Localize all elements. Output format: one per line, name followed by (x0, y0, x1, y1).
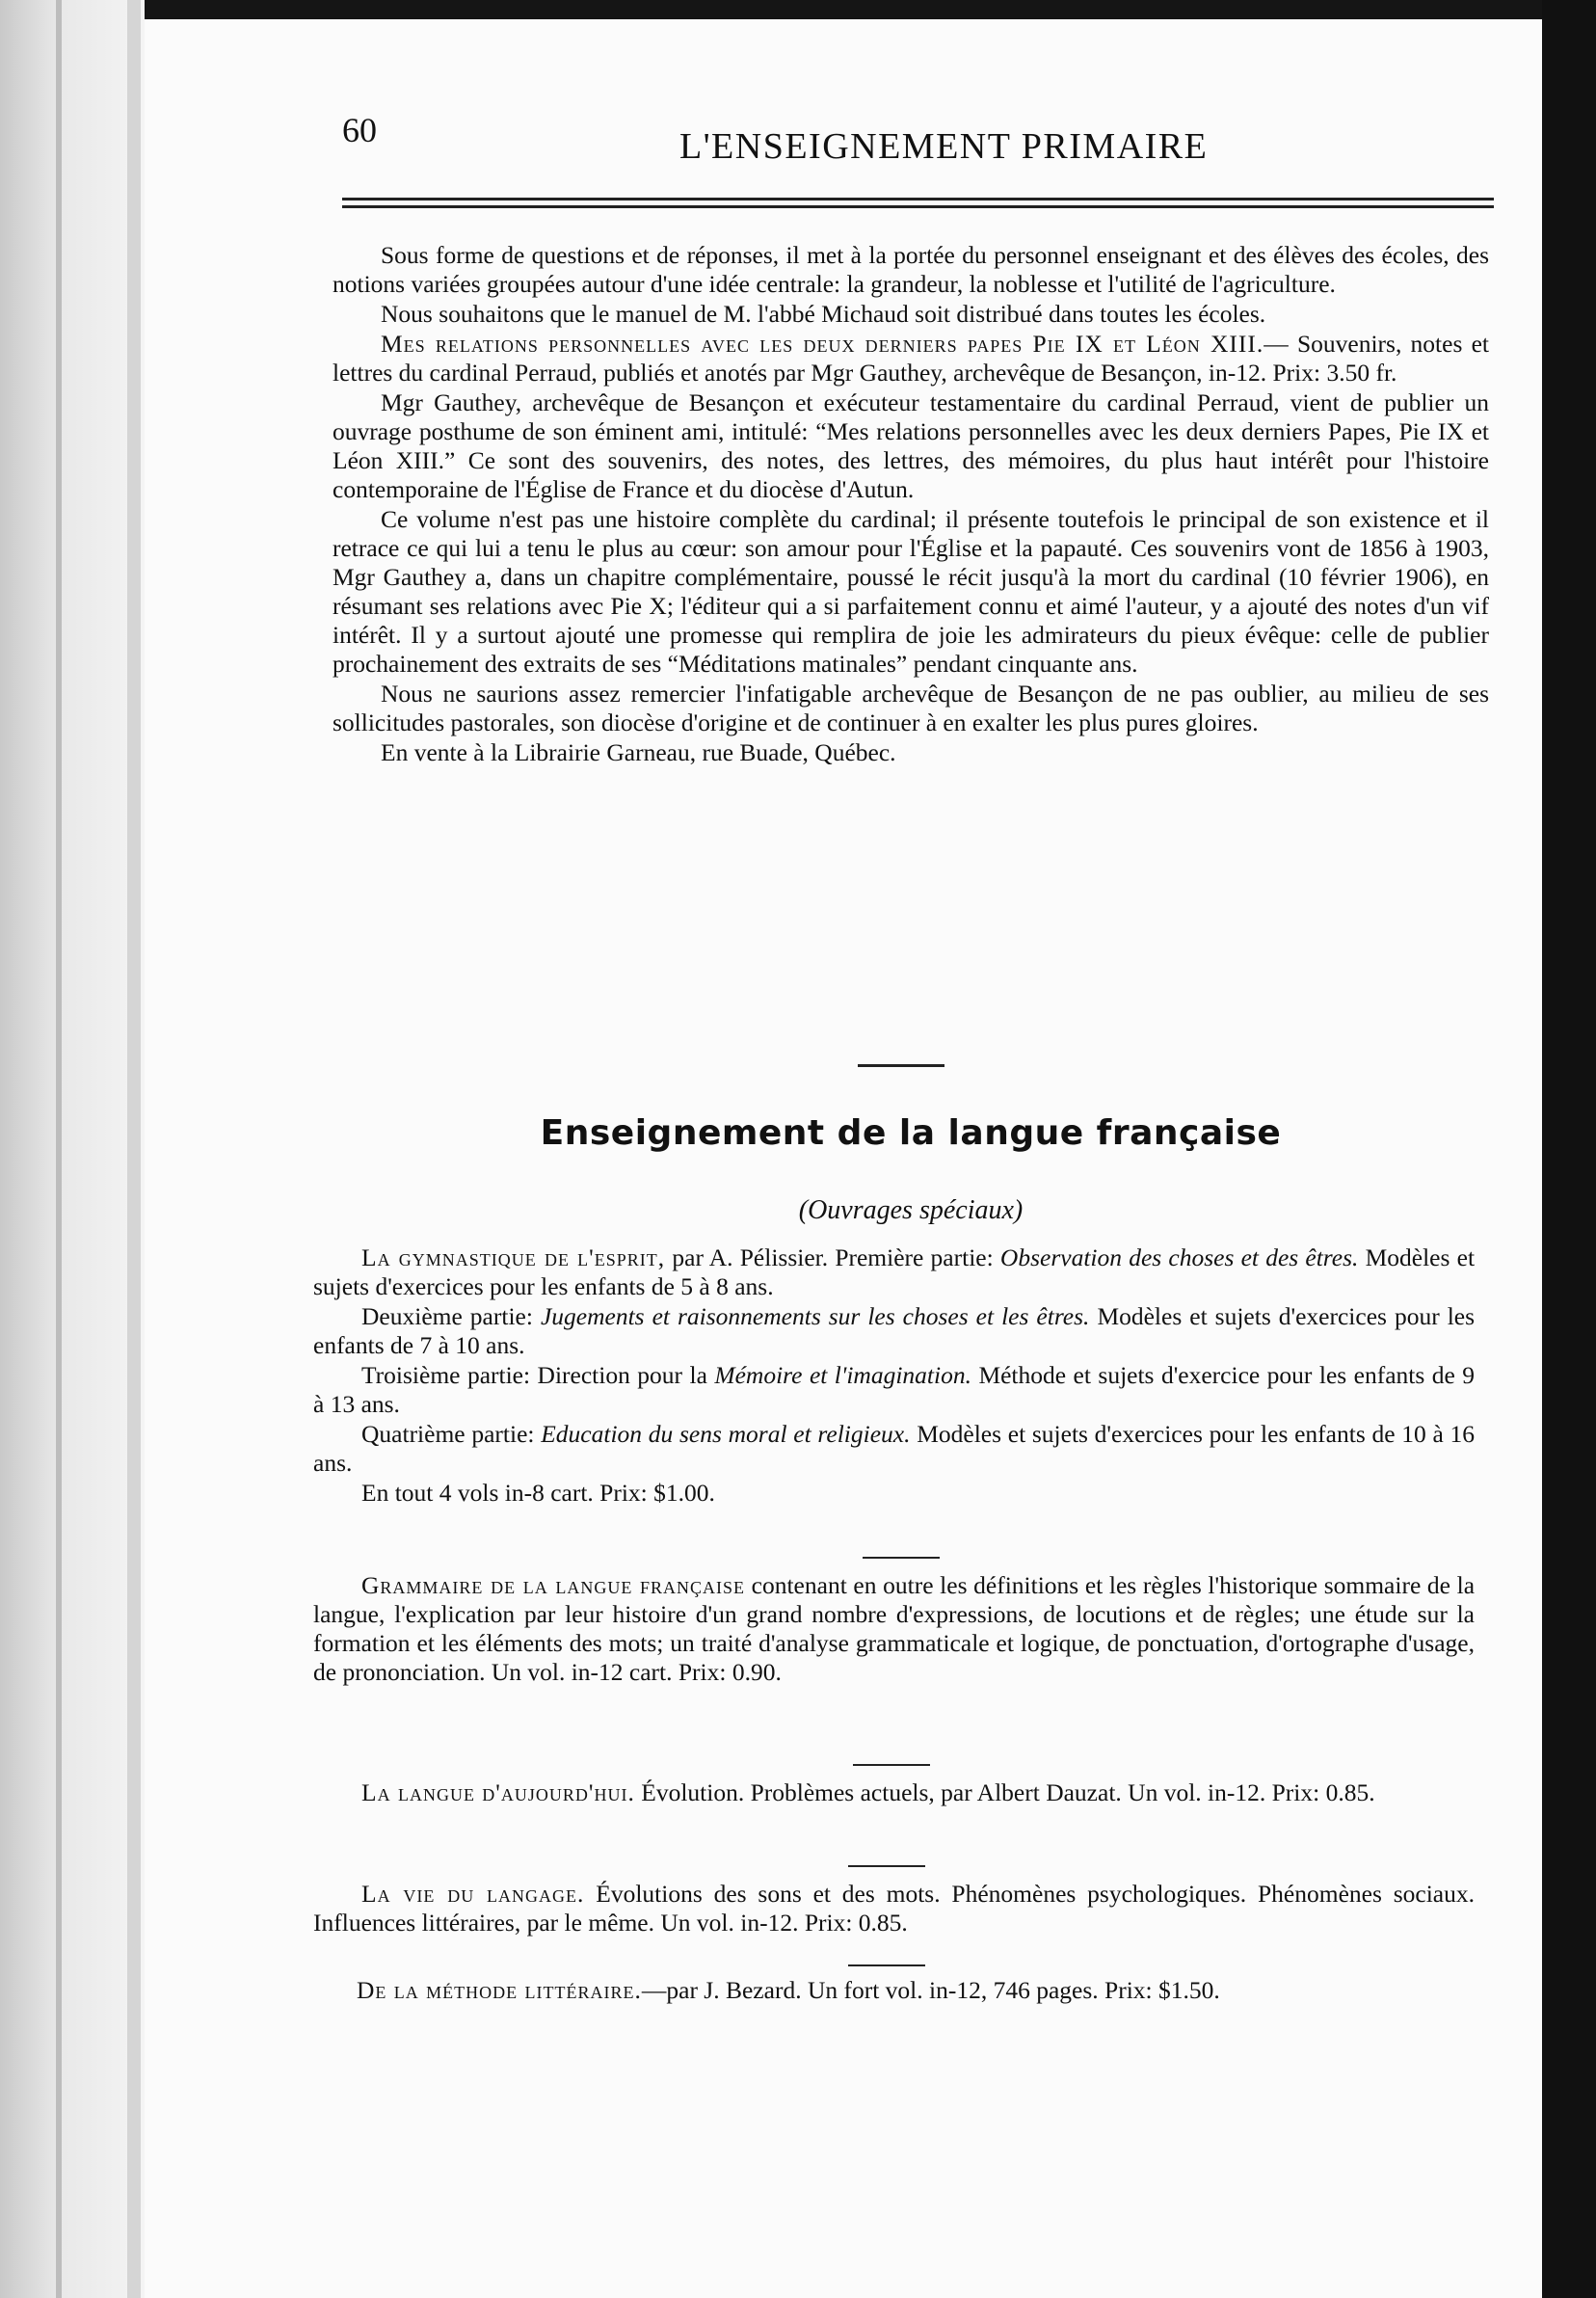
page-edge-stripe (56, 0, 62, 2298)
book-title: Grammaire de la langue française (361, 1571, 745, 1599)
book-title: La vie du langage. (361, 1880, 585, 1908)
paragraph: Nous ne saurions assez remercier l'infatigable archevêque de Besançon de ne pas oublier, au milieu de ses sollicitudes pastorales, son diocèse d'origine et de continuer à en exalter les plus pures gloires. (332, 680, 1489, 736)
scan-right-border (1542, 0, 1596, 2298)
paragraph: De la méthode littéraire.—par J. Bezard. Un fort vol. in-12, 746 pages. Prix: $1.50. (357, 1976, 1220, 2004)
paragraph: Quatrième partie: Education du sens moral et religieux. Modèles et sujets d'exercices pour les enfants de 10 à 16 ans. (313, 1420, 1476, 1477)
section-subtitle: (Ouvrages spéciaux) (798, 1195, 1024, 1225)
paragraph: En vente à la Librairie Garneau, rue Buade, Québec. (381, 738, 896, 766)
paragraph: Nous souhaitons que le manuel de M. l'abbé Michaud soit distribué dans toutes les écoles. (381, 300, 1266, 328)
entry-vie-langage (313, 1880, 1475, 1938)
entry-separator (848, 1865, 925, 1867)
paragraph: Grammaire de la langue française contenant en outre les définitions et les règles l'historique sommaire de la langue, l'explication par leur histoire d'un grand nombre d'expressions, de locutions et de règles; une étude sur la formation et les éléments des mots; un traité d'analyse grammaticale et logique, de ponctuation, d'ortographe d'usage, de prononciation. Un vol. in-12 cart. Prix: 0.90. (313, 1571, 1476, 1686)
entry-gymnastique (313, 1243, 1475, 1509)
paragraph: Troisième partie: Direction pour la Mémoire et l'imagination. Méthode et sujets d'exercice pour les enfants de 9 à 13 ans. (313, 1361, 1476, 1418)
book-title: Mes relations personnelles avec les deux derniers papes Pie IX et Léon XIII. (381, 330, 1264, 358)
page-number: 60 (342, 111, 377, 149)
paragraph: En tout 4 vols in-8 cart. Prix: $1.00. (361, 1479, 715, 1507)
book-title: La gymnastique de l'esprit, (361, 1243, 666, 1271)
upper-text (332, 241, 1489, 768)
running-head (193, 106, 1532, 174)
paragraph: La vie du langage. Évolutions des sons et des mots. Phénomènes psychologiques. Phénomènes sociaux. Influences littéraires, par le même. Un vol. in-12. Prix: 0.85. (313, 1880, 1475, 1937)
running-title: L'ENSEIGNEMENT PRIMAIRE (679, 126, 1209, 167)
section-title: Enseignement de la langue française (540, 1113, 1282, 1153)
paragraph: Ce volume n'est pas une histoire complète du cardinal; il présente toutefois le principal de son existence et il retrace ce qui lui a tenu le plus au cœur: son amour pour l'Église et la papauté. Ces souvenirs vont de 1856 à 1903, Mgr Gauthey a, dans un chapitre complémentaire, poussé le récit jusqu'à la mort du cardinal (10 février 1906), en résumant ses relations avec Pie X; l'éditeur qui a si parfaitement connu et aimé l'auteur, y a ajouté des notes d'un vif intérêt. Il y a surtout ajouté une promesse qui remplira de joie les admirateurs du pieux évêque: celle de publier prochainement des extraits de ses “Méditations matinales” pendant cinquante ans. (332, 505, 1489, 678)
book-title: La langue d'aujourd'hui. (361, 1778, 635, 1806)
paragraph (332, 330, 1489, 387)
entry-langue (313, 1778, 1475, 1808)
entry-methode (308, 1976, 1470, 2006)
paragraph: Sous forme de questions et de réponses, il met à la portée du personnel enseignant et des élèves des écoles, des notions variées groupées autour d'une idée centrale: la grandeur, la noblesse et l'utilité de l'agriculture. (332, 241, 1489, 298)
entry-grammaire (313, 1571, 1475, 1688)
paragraph: La gymnastique de l'esprit, par A. Pélissier. Première partie: Observation des choses et des êtres. Modèles et sujets d'exercices pour les enfants de 5 à 8 ans. (313, 1243, 1476, 1300)
header-rule (342, 198, 1494, 200)
scan-top-border (0, 0, 1596, 19)
header-rule (342, 205, 1494, 208)
book-title: De la méthode littéraire. (357, 1976, 642, 2004)
page-edge-stripe (127, 0, 141, 2298)
entry-separator (848, 1964, 925, 1966)
paragraph: Deuxième partie: Jugements et raisonnements sur les choses et les êtres. Modèles et sujets d'exercices pour les enfants de 7 à 10 ans. (313, 1302, 1476, 1359)
scan-left-edge (0, 0, 145, 2298)
paragraph: Mgr Gauthey, archevêque de Besançon et exécuteur testamentaire du cardinal Perraud, vient de publier un ouvrage posthume de son éminent ami, intitulé: “Mes relations personnelles avec les deux derniers Papes, Pie IX et Léon XIII.” Ce sont des souvenirs, des notes, des lettres, des mémoires, du plus haut intérêt pour l'histoire contemporaine de l'Église de France et du diocèse d'Autun. (332, 388, 1489, 503)
section-separator (858, 1064, 944, 1067)
entry-separator (853, 1764, 930, 1766)
book-details: — Souvenirs, notes et lettres du cardinal Perraud, publiés et anotés par Mgr Gauthey, archevêque de Besançon, in-12. Prix: 3.50 fr. (332, 330, 1489, 387)
entry-separator (863, 1557, 940, 1559)
paragraph: La langue d'aujourd'hui. Évolution. Problèmes actuels, par Albert Dauzat. Un vol. in-12. Prix: 0.85. (361, 1778, 1375, 1806)
